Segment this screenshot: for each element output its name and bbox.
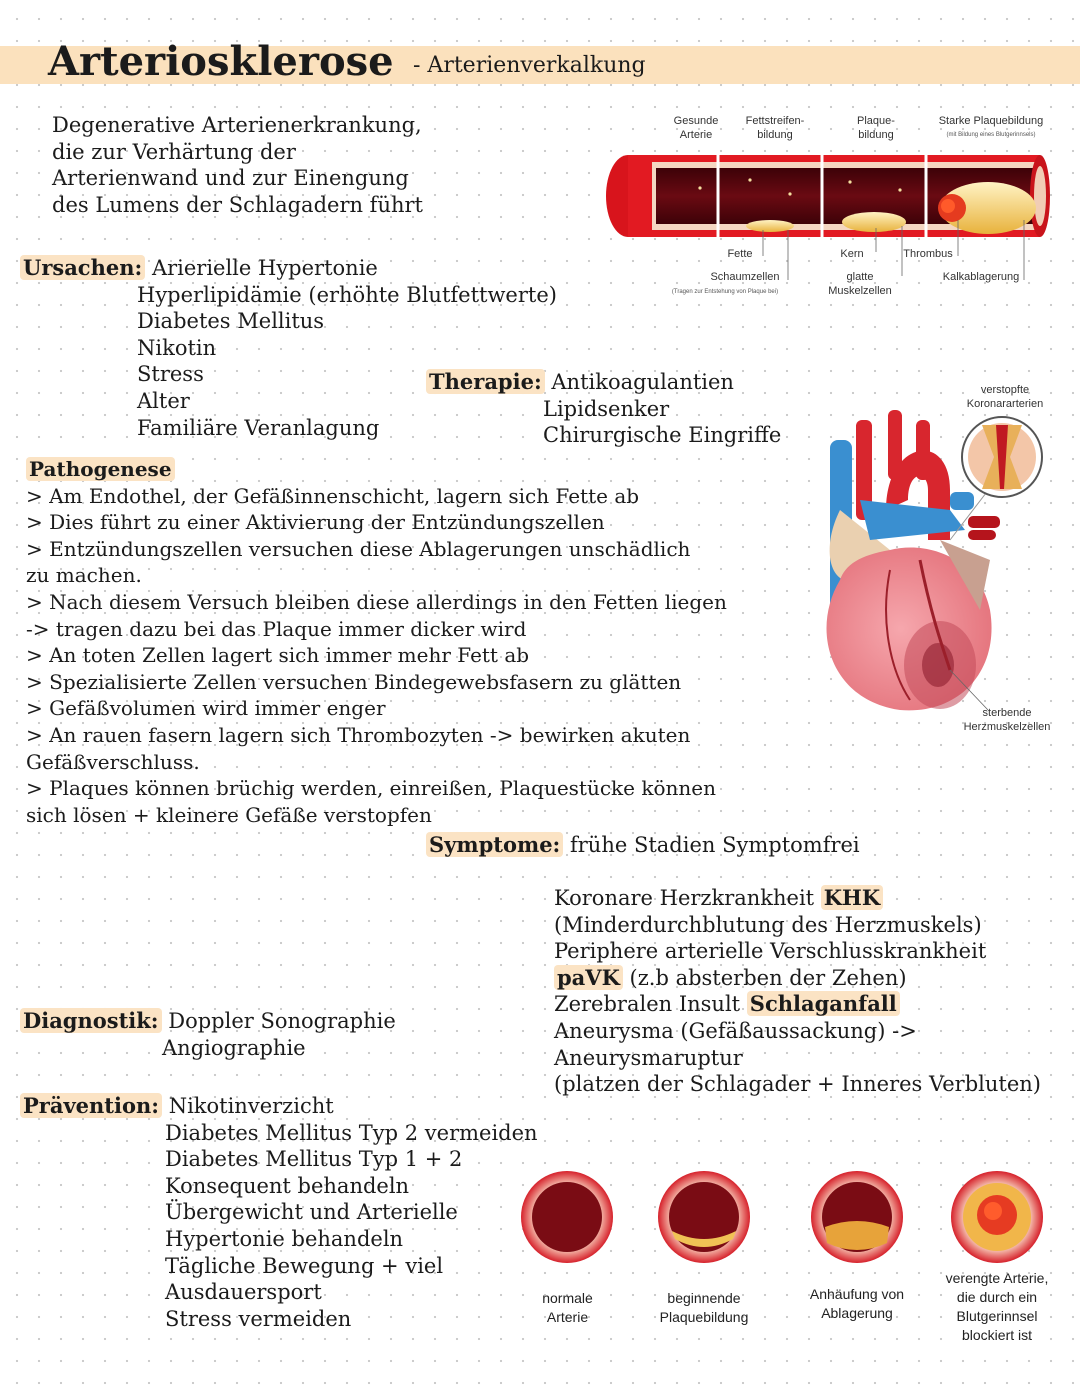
- cross-section-label: normale Arterie: [542, 1290, 593, 1325]
- praevention-item: Tägliche Bewegung + viel: [165, 1253, 444, 1278]
- symptom-line: [554, 965, 1041, 992]
- symptom-abbrev: KHK: [821, 885, 883, 910]
- cross-section-label: Anhäufung von Ablagerung: [809, 1286, 905, 1321]
- symptom-line: Aneurysma (Gefäßaussackung) ->: [554, 1018, 917, 1043]
- page-subtitle: - Arterienverkalkung: [413, 53, 646, 78]
- symptom-line: [554, 885, 1041, 912]
- symptom-abbrev: Schlaganfall: [747, 991, 900, 1016]
- cross-section-illustrations: [515, 1165, 1075, 1275]
- label-glatte-muskelzellen: glatte Muskelzellen: [828, 271, 892, 297]
- praevention-item: Diabetes Mellitus Typ 2 vermeiden: [165, 1120, 538, 1145]
- cross-section-label: beginnende Plaquebildung: [659, 1290, 749, 1325]
- pathogenese-line: -> tragen dazu bei das Plaque immer dicker wird: [26, 616, 527, 641]
- definition-line: die zur Verhärtung der: [52, 139, 296, 164]
- cross-section-beginnende: [658, 1171, 750, 1263]
- cross-section-label: verengte Arterie, die durch ein Blutgerinnsel blockiert ist: [945, 1270, 1049, 1343]
- pathogenese-line: > Nach diesem Versuch bleiben diese allerdings in den Fetten liegen: [26, 589, 727, 614]
- definition-line: Arterienwand und zur Einengung: [52, 166, 409, 191]
- symptom-text: (z.b absterben der Zehen): [622, 965, 907, 990]
- ursachen-item: Familiäre Veranlagung: [137, 415, 380, 440]
- praevention-item: Übergewicht und Arterielle: [165, 1200, 458, 1225]
- symptome-heading: Symptome:: [426, 832, 563, 857]
- definition-line: Degenerative Arterienerkrankung,: [52, 113, 422, 137]
- therapie-item: Lipidsenker: [543, 396, 670, 421]
- ursachen-item: Hyperlipidämie (erhöhte Blutfettwerte): [137, 282, 557, 307]
- label-verstopfte-koronararterien: verstopfte Koronararterien: [966, 384, 1044, 410]
- label-schaumzellen-note: (Tragen zur Entstehung von Plaque bei): [671, 289, 779, 295]
- therapie-heading: Therapie:: [426, 369, 545, 394]
- praevention-item: Ausdauersport: [165, 1280, 322, 1305]
- stage-label-gesunde: Gesunde Arterie: [673, 115, 719, 141]
- praevention-item: Diabetes Mellitus Typ 1 + 2: [165, 1147, 463, 1172]
- pathogenese-section: [26, 456, 727, 828]
- symptom-line: Aneurysmaruptur: [554, 1045, 743, 1070]
- diagnostik-item: Angiographie: [162, 1035, 306, 1060]
- label-kern: Kern: [840, 248, 864, 260]
- pathogenese-line: Gefäßverschluss.: [26, 749, 200, 774]
- pathogenese-line: > Plaques können brüchig werden, einreißen, Plaquestücke können: [26, 776, 716, 801]
- cross-section-verengt: [951, 1171, 1043, 1263]
- therapie-section: [426, 369, 781, 449]
- label-thrombus: Thrombus: [903, 248, 953, 260]
- praevention-heading: Prävention:: [20, 1093, 162, 1118]
- cross-sections: [515, 1165, 1075, 1355]
- symptom-text: Zerebralen Insult: [554, 992, 747, 1017]
- pathogenese-line: > Gefäßvolumen wird immer enger: [26, 696, 386, 721]
- pathogenese-heading: Pathogenese: [26, 457, 175, 481]
- therapie-item: Chirurgische Eingriffe: [543, 423, 782, 448]
- therapie-first: Antikoagulantien: [551, 370, 734, 394]
- praevention-section: [20, 1093, 538, 1332]
- label-kalkablagerung: Kalkablagerung: [942, 271, 1020, 283]
- heart-illustration: [800, 380, 1070, 740]
- pathogenese-line: sich lösen + kleinere Gefäße verstopfen: [26, 802, 432, 827]
- pathogenese-line: zu machen.: [26, 563, 142, 588]
- pathogenese-line: > An rauen fasern lagern sich Thrombozyten -> bewirken akuten: [26, 722, 691, 747]
- ursachen-item: Alter: [137, 388, 190, 413]
- praevention-item: Konsequent behandeln: [165, 1173, 410, 1198]
- symptom-line: Periphere arterielle Verschlusskrankheit: [554, 939, 987, 964]
- stage-label-plaque: Plaque- bildung: [857, 115, 895, 141]
- symptom-line: [554, 991, 1041, 1018]
- symptome-first: frühe Stadien Symptomfrei: [570, 833, 860, 857]
- symptom-abbrev: paVK: [554, 965, 623, 990]
- praevention-item: Hypertonie behandeln: [165, 1226, 404, 1251]
- artery-stages-diagram: [600, 110, 1060, 300]
- symptome-heading-line: [426, 832, 860, 859]
- definition: [52, 112, 423, 218]
- diagnostik-section: [20, 1008, 396, 1061]
- pathogenese-line: > Am Endothel, der Gefäßinnenschicht, lagern sich Fette ab: [26, 483, 640, 508]
- cross-section-anhaeufung: [811, 1171, 903, 1263]
- ursachen-item: Stress: [137, 362, 204, 387]
- symptom-text: Koronare Herzkrankheit: [554, 886, 821, 910]
- pathogenese-line: > Spezialisierte Zellen versuchen Bindegewebsfasern zu glätten: [26, 669, 682, 694]
- praevention-item: Stress vermeiden: [165, 1306, 352, 1331]
- pathogenese-line: > Dies führt zu einer Aktivierung der Entzündungszellen: [26, 510, 605, 535]
- symptome-list: [554, 885, 1041, 1098]
- label-sterbende-herzmuskelzellen: sterbende Herzmuskelzellen: [963, 707, 1051, 733]
- definition-line: des Lumens der Schlagadern führt: [52, 192, 423, 217]
- page-title: Arteriosklerose: [48, 38, 394, 85]
- pathogenese-line: > Entzündungszellen versuchen diese Ablagerungen unschädlich: [26, 536, 691, 561]
- stage-label-starke-plaque: Starke Plaquebildung (mit Bildung eines Blutgerinnsels): [938, 115, 1044, 138]
- ursachen-first: Arierielle Hypertonie: [151, 256, 378, 280]
- stage-label-fettstreifen: Fettstreifen- bildung: [745, 115, 805, 141]
- symptom-line: (Minderdurchblutung des Herzmuskels): [554, 912, 982, 937]
- ursachen-item: Nikotin: [137, 335, 217, 360]
- diagnostik-first: Doppler Sonographie: [168, 1009, 396, 1033]
- cross-section-normal: [521, 1171, 613, 1263]
- symptom-line: (platzen der Schlagader + Inneres Verbluten): [554, 1072, 1041, 1097]
- label-fette: Fette: [727, 248, 753, 260]
- heart-diagram: [800, 380, 1070, 740]
- praevention-first: Nikotinverzicht: [168, 1094, 334, 1118]
- ursachen-heading: Ursachen:: [20, 255, 145, 280]
- label-schaumzellen: Schaumzellen: [710, 271, 780, 283]
- diagnostik-heading: Diagnostik:: [20, 1008, 162, 1033]
- pathogenese-line: > An toten Zellen lagert sich immer mehr Fett ab: [26, 643, 530, 668]
- ursachen-item: Diabetes Mellitus: [137, 309, 325, 334]
